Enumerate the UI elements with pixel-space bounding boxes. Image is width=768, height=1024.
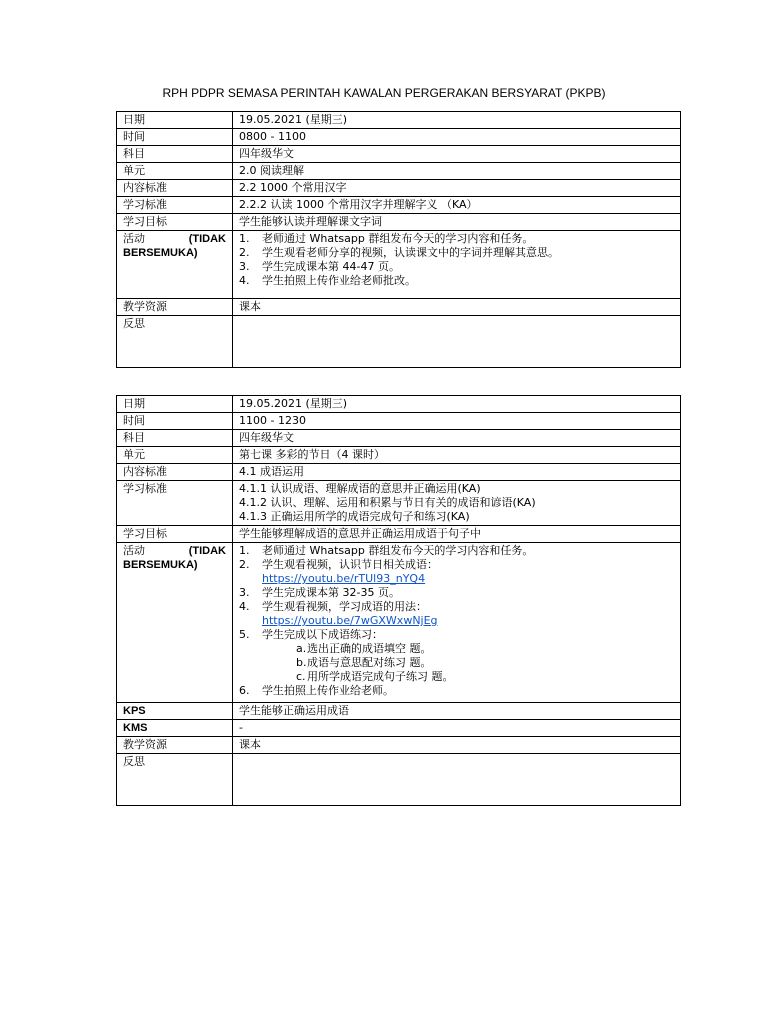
sub-list-item [296,656,674,670]
value-line: 19.05.2021 (星期三) [239,397,348,410]
table-row [117,129,681,146]
table-row [117,430,681,447]
step-number: 3. [239,586,250,599]
list-item [239,246,674,260]
row-label: 内容标准 [117,180,233,197]
value-line: 学生能够理解成语的意思并正确运用成语于句子中 [239,527,481,540]
value-line: 19.05.2021 (星期三) [239,113,348,126]
sub-step-text: 成语与意思配对练习 题。 [307,656,432,669]
table-row [117,526,681,543]
sub-list-item [296,670,674,684]
activity-steps [233,231,681,299]
video-link[interactable]: https://youtu.be/rTUl93_nYQ4 [262,572,426,585]
step-text: 学生观看视频，认识节日相关成语： [262,558,438,571]
activity-label-line [123,544,226,558]
value-line: 4.1.1 认识成语、理解成语的意思并正确运用(KA) [239,482,481,495]
value-line: 2.2.2 认读 1000 个常用汉字并理解字义 （KA） [239,198,478,211]
value-line: 第七课 多彩的节日（4 课时） [239,448,385,461]
row-label: 时间 [117,129,233,146]
row-value [233,413,681,430]
sub-step-text: 选出正确的成语填空 题。 [307,642,432,655]
list-item [239,544,674,558]
table-row [117,163,681,180]
activity-label-b: (TIDAK [188,233,226,245]
activity-label-line [123,232,226,246]
row-label: 学习目标 [117,214,233,231]
sub-list [262,642,674,684]
table-row [117,720,681,737]
table-row [117,180,681,197]
table-row [117,112,681,129]
row-value [233,180,681,197]
table-row [117,447,681,464]
list-item [239,232,674,246]
activity-row [117,231,681,299]
table-row [117,754,681,806]
list-item [239,600,674,628]
row-value [233,316,681,368]
lesson-plan-table-2 [116,395,681,806]
value-line: 0800 - 1100 [239,130,306,143]
row-value: - [233,720,681,737]
activity-steps [233,543,681,703]
row-label: 反思 [117,754,233,806]
step-number: 4. [239,600,250,613]
table-row [117,396,681,413]
lesson-plan-table-1 [116,111,681,368]
row-label: 日期 [117,112,233,129]
row-value: 学生能够正确运用成语 [233,703,681,720]
step-text: 学生完成课本第 44-47 页。 [262,260,400,273]
step-text: 学生完成以下成语练习： [262,628,383,641]
step-text: 学生完成课本第 32-35 页。 [262,586,400,599]
row-label: KPS [117,703,233,720]
step-text: 老师通过 Whatsapp 群组发布今天的学习内容和任务。 [262,232,534,245]
activity-label-b: (TIDAK [188,545,226,557]
value-line: 2.2 1000 个常用汉字 [239,181,347,194]
activity-row [117,543,681,703]
row-value [233,526,681,543]
row-value [233,481,681,526]
activity-list [239,544,674,698]
value-line: 4.1 成语运用 [239,465,304,478]
table-row [117,299,681,316]
row-value [233,396,681,413]
row-label: 单元 [117,447,233,464]
row-value [233,129,681,146]
row-value [233,197,681,214]
step-text: 老师通过 Whatsapp 群组发布今天的学习内容和任务。 [262,544,534,557]
row-value [233,447,681,464]
row-value [233,430,681,447]
value-line: 学生能够认读并理解课文字词 [239,215,382,228]
activity-label [117,543,233,703]
list-item [239,684,674,698]
value-line: 4.1.2 认识、理解、运用和积累与节日有关的成语和谚语(KA) [239,496,536,509]
step-text: 学生观看老师分享的视频，认读课文中的字词并理解其意思。 [262,246,559,259]
value-line: 四年级华文 [239,431,294,444]
row-label: 教学资源 [117,737,233,754]
table-row [117,464,681,481]
sub-step-letter: a. [296,642,307,655]
table-row [117,413,681,430]
row-label: 学习标准 [117,481,233,526]
activity-label-a: 活动 [123,544,145,557]
step-number: 5. [239,628,250,641]
row-label: 科目 [117,430,233,447]
row-value [233,754,681,806]
row-value [233,214,681,231]
list-item [239,260,674,274]
row-label: 内容标准 [117,464,233,481]
list-item [239,558,674,586]
list-item [239,274,674,288]
document-title: RPH PDPR SEMASA PERINTAH KAWALAN PERGERAKAN BERSYARAT (PKPB) [162,86,606,100]
step-number: 3. [239,260,250,273]
value-line: 1100 - 1230 [239,414,306,427]
list-item [239,628,674,684]
step-text: 学生观看视频，学习成语的用法： [262,600,427,613]
table-row [117,197,681,214]
row-label: 学习标准 [117,197,233,214]
row-value [233,112,681,129]
row-label: 科目 [117,146,233,163]
sub-step-text: 用所学成语完成句子练习 题。 [307,670,454,683]
row-label: 教学资源 [117,299,233,316]
table-row [117,146,681,163]
row-value [233,146,681,163]
step-number: 6. [239,684,250,697]
step-number: 4. [239,274,250,287]
activity-label-a: 活动 [123,232,145,245]
row-label: 时间 [117,413,233,430]
step-number: 1. [239,544,250,557]
table-row [117,703,681,720]
row-value [233,163,681,180]
table-row [117,737,681,754]
step-text: 学生拍照上传作业给老师。 [262,684,394,697]
row-value: 课本 [233,737,681,754]
row-label: 反思 [117,316,233,368]
row-value: 课本 [233,299,681,316]
step-number: 2. [239,558,250,571]
activity-list [239,232,674,288]
row-label: 学习目标 [117,526,233,543]
sub-step-letter: b. [296,656,307,669]
row-label: KMS [117,720,233,737]
row-label: 日期 [117,396,233,413]
video-link[interactable]: https://youtu.be/7wGXWxwNjEg [262,614,438,627]
sub-step-letter: c. [296,670,306,683]
table-row [117,316,681,368]
list-item [239,586,674,600]
activity-label-c: BERSEMUKA) [123,247,198,259]
step-number: 1. [239,232,250,245]
row-value [233,464,681,481]
value-line: 2.0 阅读理解 [239,164,304,177]
activity-label [117,231,233,299]
step-number: 2. [239,246,250,259]
value-line: 四年级华文 [239,147,294,160]
table-row [117,481,681,526]
step-text: 学生拍照上传作业给老师批改。 [262,274,416,287]
value-line: 4.1.3 正确运用所学的成语完成句子和练习(KA) [239,510,470,523]
activity-label-c: BERSEMUKA) [123,559,198,571]
row-label: 单元 [117,163,233,180]
sub-list-item [296,642,674,656]
table-row [117,214,681,231]
